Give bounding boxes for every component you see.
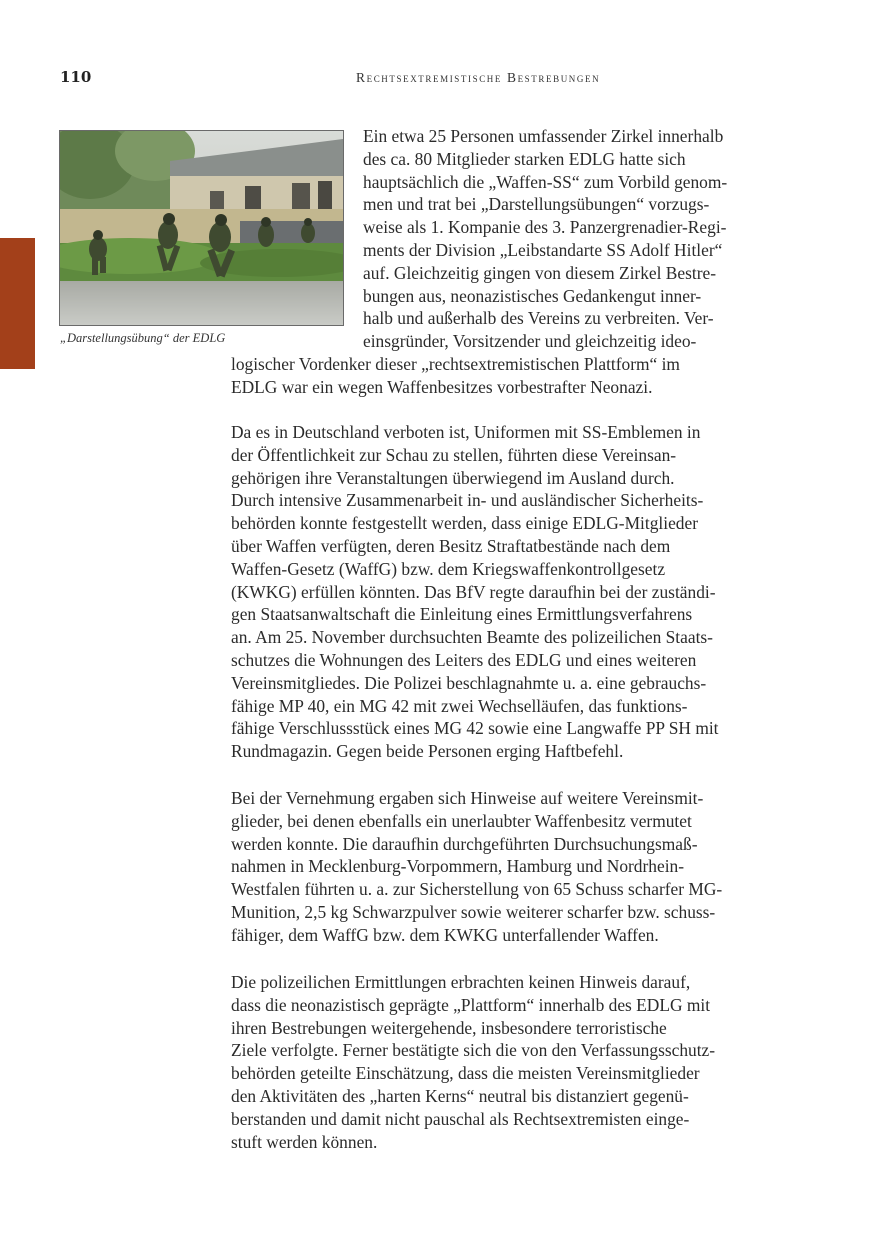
text-line: Bei der Vernehmung ergaben sich Hinweise auf weitere Vereinsmit- xyxy=(231,788,704,808)
text-line: Die polizeilichen Ermittlungen erbrachten keinen Hinweis darauf, xyxy=(231,972,691,992)
text-line: über Waffen verfügten, deren Besitz Straftatbestände nach dem xyxy=(231,535,671,556)
text-line: behörden konnte festgestellt werden, dass einige EDLG-Mitglieder xyxy=(231,513,698,534)
text-line: werden konnte. Die daraufhin durchgeführten Durchsuchungsmaß- xyxy=(231,833,698,854)
text-line: ments der Division „Leibstandarte SS Adolf Hitler“ xyxy=(363,239,723,260)
text-line: ihren Bestrebungen weitergehende, insbesondere terroristische xyxy=(231,1017,667,1038)
text-line: gehörigen ihre Veranstaltungen überwiegend im Ausland durch. xyxy=(231,467,675,488)
text-line: Ein etwa 25 Personen umfassender Zirkel innerhalb xyxy=(363,126,724,146)
text-line: Vereinsmitgliedes. Die Polizei beschlagnahmte u. a. eine gebrauchs- xyxy=(231,672,707,693)
paragraph-1-wrapped xyxy=(363,125,727,353)
text-line: an. Am 25. November durchsuchten Beamte des polizeilichen Staats- xyxy=(231,627,713,648)
text-line: dass die neonazistisch geprägte „Plattform“ innerhalb des EDLG mit xyxy=(231,994,711,1015)
text-line: fähige MP 40, ein MG 42 mit zwei Wechselläufen, das funktions- xyxy=(231,695,688,716)
text-line: fähiger, dem WaffG bzw. dem KWKG unterfallender Waffen. xyxy=(231,924,659,945)
text-line: gen Staatsanwaltschaft die Einleitung eines Ermittlungsverfahrens xyxy=(231,604,693,625)
text-line: schutzes die Wohnungen des Leiters des EDLG und eines weiteren xyxy=(231,649,697,670)
text-line: des ca. 80 Mitglieder starken EDLG hatte sich xyxy=(363,148,686,169)
text-line: bungen aus, neonazistisches Gedankengut inner- xyxy=(363,285,702,306)
text-line: weise als 1. Kompanie des 3. Panzergrenadier-Regi- xyxy=(363,217,727,238)
text-line: EDLG war ein wegen Waffenbesitzes vorbestrafter Neonazi. xyxy=(231,376,653,397)
paragraph-1-full-width xyxy=(231,353,680,399)
paragraph-3 xyxy=(231,787,722,947)
text-line: berstanden und damit nicht pauschal als Rechtsextremisten einge- xyxy=(231,1108,690,1129)
text-line: (KWKG) erfüllen könnten. Das BfV regte daraufhin bei der zuständi- xyxy=(231,581,716,602)
text-line: den Aktivitäten des „harten Kerns“ neutral bis distanziert gegenü- xyxy=(231,1085,689,1106)
paragraph-4 xyxy=(231,971,715,1153)
text-line: behörden geteilte Einschätzung, dass die meisten Vereinsmitglieder xyxy=(231,1063,700,1084)
text-line: Waffen-Gesetz (WaffG) bzw. dem Kriegswaffenkontrollgesetz xyxy=(231,558,666,579)
text-line: halb und außerhalb des Vereins zu verbreiten. Ver- xyxy=(363,308,714,329)
text-line: glieder, bei denen ebenfalls ein unerlaubter Waffenbesitz vermutet xyxy=(231,810,692,831)
text-line: auf. Gleichzeitig gingen von diesem Zirkel Bestre- xyxy=(363,262,717,283)
page-number: 110 xyxy=(60,68,92,86)
figure-photo xyxy=(59,130,344,326)
text-line: men und trat bei „Darstellungsübungen“ vorzugs- xyxy=(363,194,710,215)
text-line: nahmen in Mecklenburg-Vorpommern, Hamburg und Nordrhein- xyxy=(231,856,685,877)
text-line: hauptsächlich die „Waffen-SS“ zum Vorbild genom- xyxy=(363,171,728,192)
text-line: stuft werden können. xyxy=(231,1131,378,1152)
chapter-tab-marker xyxy=(0,238,35,369)
text-line: fähige Verschlussstück eines MG 42 sowie eine Langwaffe PP SH mit xyxy=(231,718,719,739)
text-line: Rundmagazin. Gegen beide Personen erging Haftbefehl. xyxy=(231,741,624,762)
text-line: logischer Vordenker dieser „rechtsextremistischen Plattform“ im xyxy=(231,354,680,374)
figure-caption: „Darstellungsübung“ der EDLG xyxy=(60,331,226,345)
text-line: der Öffentlichkeit zur Schau zu stellen, führten diese Vereinsan- xyxy=(231,444,677,465)
text-line: Westfalen führten u. a. zur Sicherstellung von 65 Schuss scharfer MG- xyxy=(231,879,723,900)
text-line: Ziele verfolgte. Ferner bestätigte sich die von den Verfassungsschutz- xyxy=(231,1040,716,1061)
text-line: einsgründer, Vorsitzender und gleichzeitig ideo- xyxy=(363,331,697,352)
photo-illustration xyxy=(60,131,343,325)
text-line: Da es in Deutschland verboten ist, Uniformen mit SS-Emblemen in xyxy=(231,422,701,442)
text-line: Durch intensive Zusammenarbeit in- und ausländischer Sicherheits- xyxy=(231,490,704,511)
text-line: Munition, 2,5 kg Schwarzpulver sowie weiterer scharfer bzw. schuss- xyxy=(231,901,716,922)
running-title: Rechtsextremistische Bestrebungen xyxy=(356,70,601,85)
paragraph-2 xyxy=(231,421,719,763)
